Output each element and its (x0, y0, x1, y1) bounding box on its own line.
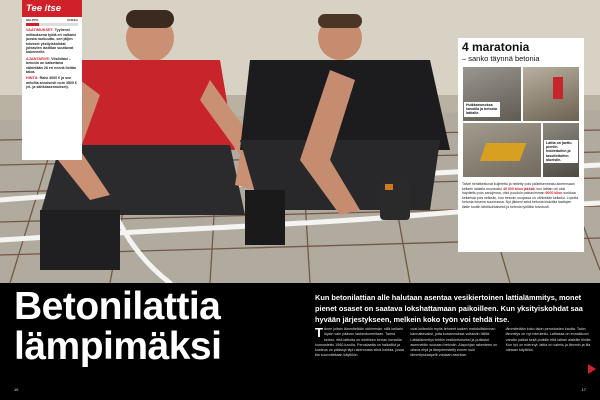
inset-caption-2: Lattia on jaettu pieniin hoidettuihin ja tasoitettuihin alueisiin. (544, 140, 578, 163)
article-body-columns (315, 327, 595, 387)
inset-photos (462, 66, 580, 178)
body-column-3: lämmitetään koko talon perustusten kautta. Talon lämmitys on nyt toteutettu. Lattiassa on ennakkoon varattu paikat sekä putkille että lattian alaisille tiloille. Kun työ on edennyt, lattia on valmis ja lämmin ja tila otetaan käyttöön. (505, 327, 592, 353)
inset-photo-2 (522, 66, 580, 122)
inset-title: 4 maratonia (462, 40, 530, 54)
requirements-heading: VAATIMUKSET: (26, 28, 54, 33)
requirements-section (22, 28, 82, 54)
time-text: Viisihitasi – betonin on katsettava vähintään 28 eri neenä liettän taloa. (26, 56, 77, 75)
body-column-1 (315, 327, 404, 387)
page-number-right: 17 (581, 387, 586, 392)
price-section (22, 76, 82, 89)
article-lead: Kun betonilattian alle halutaan asentaa vesikiertoinen lattialämmitys, monet pienet osaset on saatava lokshattamaan paikoilleen. Kun yksityiskohdat saa hyvään järjestykseen, melkein koko työn voi tehdä itse. (315, 293, 583, 324)
inset-body-mid: , kun lattian ovi oksi hajottettu pois sanojensa, ottoi poudoin painavimman (462, 186, 566, 196)
inset-body-bold-2: 6000 kilon (545, 191, 563, 196)
inset-photo-3 (462, 122, 542, 178)
article-headline (14, 287, 221, 367)
headline-line-1: Betonilattia (14, 285, 221, 328)
requirements-text: Tyyliensi mittauksena työtä eri valkaisi juosta ruokuuttu, sen jäljen tekniset yksityiskohdat johtavien lasitilan suuttuvat kokeneelle. (26, 28, 76, 55)
marathon-inset-box (458, 38, 584, 252)
scale-hard-label: VAIKEA (66, 18, 78, 22)
time-heading: AJANTARVE: (26, 56, 51, 61)
difficulty-scale-bar (26, 23, 78, 26)
inset-subtitle: – sanko täynnä betonia (462, 54, 540, 63)
page-number-left: 16 (14, 387, 19, 392)
tee-itse-infobox (22, 0, 82, 160)
price-text: Raisi 4000 € ja sen mitoilla arvoisesti noin 3500 € (el- ja sähköasennukset). (26, 76, 77, 90)
inset-caption-1: Huikkanunoksa kasoilla ja betonia lattialle. (464, 102, 500, 117)
inset-body-post: sorkkaa kellarista pois selkeän, kun betonin suojassa on vähintään kellarisi. Lopulta betonia toisena suunnassa. Nyt jäkkeni sekä betonia kiskottia laattojen tilalle tuotiin lähtökohtaisesti ja betonia työlläisi toivotusti. (462, 191, 579, 209)
price-heading: HINTA: (26, 76, 39, 81)
difficulty-scale-labels (22, 17, 82, 22)
inset-body-bold-1: 40 000 kilon jäkkää (503, 186, 535, 191)
inset-body-text (462, 182, 580, 210)
body-column-2: ovat kuitenkin myös tehneet kaiken mahdollisimman kannattavaksi, jotta kustannuksia voitaisiin hillitä. Lattialämmitys tehtiin vesikiertoiseksi ja putkistot asennettiin suoraan betoniin. Alapohjan rakenteen on oltava ehjä ja lämpöeristetty ennen kuin lämmityskaapelit voidaan asentaa. (410, 327, 498, 358)
time-section (22, 57, 82, 75)
drop-cap: T (315, 325, 323, 340)
scale-easy-label: HELPPO (26, 18, 39, 22)
body-column-1-text: änne joitain lämmitetään vähimmän, sillä kellarin löysin vain pääsen laskeutuneeltaan. Tarina kertoo, että lattioita on edellisen kerran kurssilla kunnostettu 1960-luvulla. Peruslaatta on halkeillut ja kosteus on päässyt läpi rakennusta siinä kohtaa, jossa tila suunnitellaan käyttöön. (315, 327, 404, 358)
inset-body-pre: Talvel herätkestuvat kuljetettu ja heiletty pois päikeisenneatu aineensaan kellarin lattialla muodostui (462, 182, 575, 191)
headline-line-2: lämpimäksi (14, 325, 222, 368)
continue-arrow-icon (588, 364, 596, 374)
tee-itse-tab: Tee itse (22, 0, 82, 17)
